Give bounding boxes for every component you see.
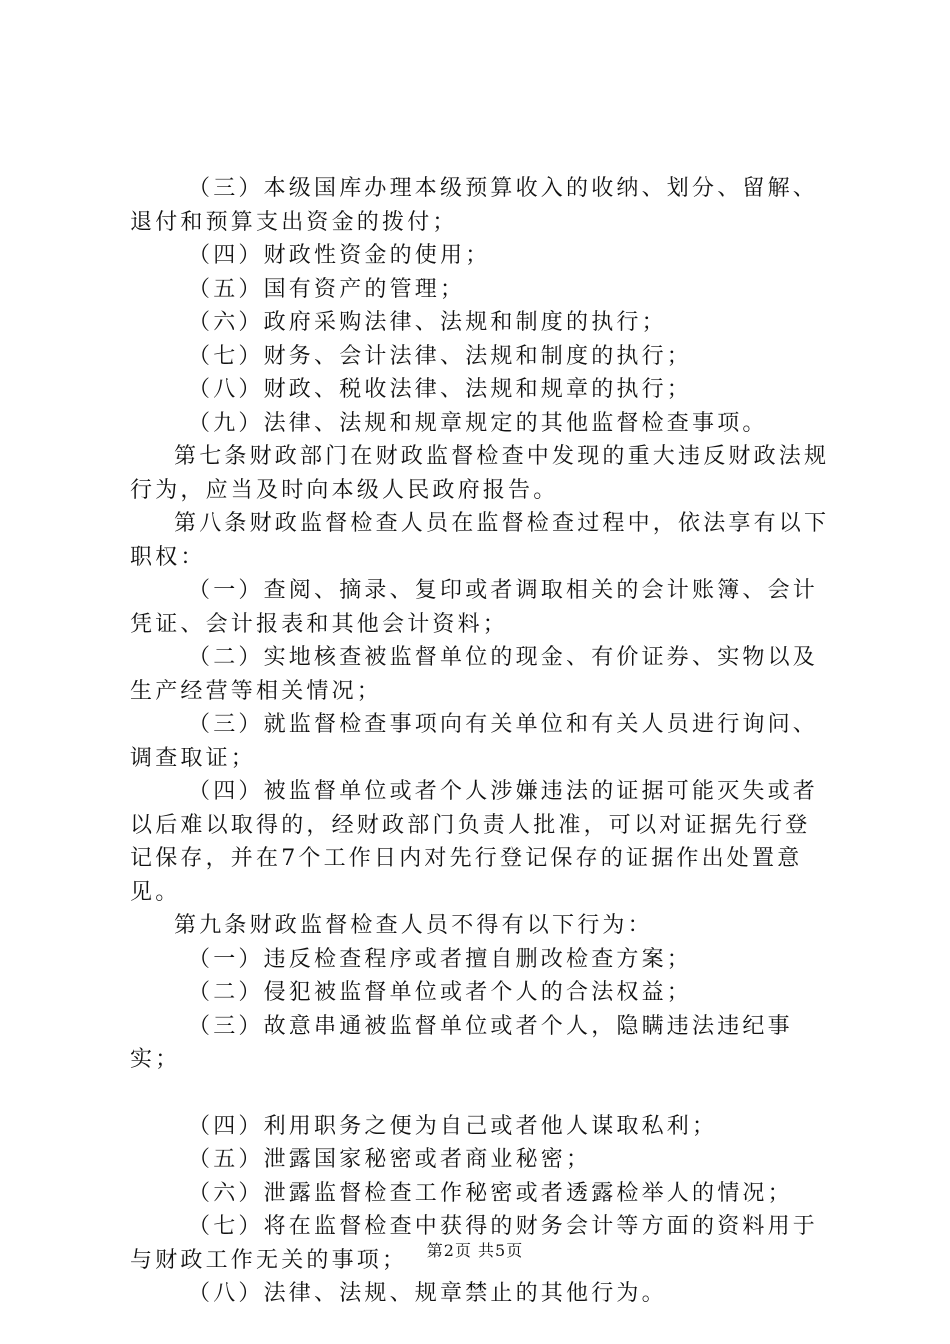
list-item: （一）查阅、摘录、复印或者调取相关的会计账簿、会计凭证、会计报表和其他会计资料；: [130, 578, 819, 637]
list-item: （三）就监督检查事项向有关单位和有关人员进行询问、调查取证；: [130, 712, 819, 771]
list-item: （七）将在监督检查中获得的财务会计等方面的资料用于与财政工作无关的事项；: [130, 1214, 819, 1273]
article-paragraph: 第九条财政监督检查人员不得有以下行为：: [174, 913, 653, 938]
list-item: （七）财务、会计法律、法规和制度的执行；: [188, 343, 693, 369]
list-item: （四）利用职务之便为自己或者他人谋取私利；: [188, 1113, 718, 1139]
list-item: （八）财政、税收法律、法规和规章的执行；: [188, 377, 693, 402]
list-item: （四）财政性资金的使用；: [188, 243, 491, 268]
list-item: （六）泄露监督检查工作秘密或者透露检举人的情况；: [188, 1180, 793, 1206]
list-item: （六）政府采购法律、法规和制度的执行；: [188, 310, 667, 335]
list-item: （三）本级国库办理本级预算收入的收纳、划分、留解、退付和预算支出资金的拨付；: [130, 176, 819, 235]
page-number-footer: 第2页 共5页: [426, 1241, 524, 1260]
list-item: （二）侵犯被监督单位或者个人的合法权益；: [188, 980, 693, 1005]
list-item: （二）实地核查被监督单位的现金、有价证券、实物以及生产经营等相关情况；: [130, 645, 819, 704]
list-item: （四）被监督单位或者个人涉嫌违法的证据可能灭失或者以后难以取得的，经财政部门负责人批准，可以对证据先行登记保存，并在7个工作日内对先行登记保存的证据作出处置意见。: [130, 779, 819, 905]
list-item: （五）泄露国家秘密或者商业秘密；: [188, 1147, 592, 1172]
list-item: （一）违反检查程序或者擅自删改检查方案；: [188, 946, 693, 972]
article-paragraph: 第七条财政部门在财政监督检查中发现的重大违反财政法规行为，应当及时向本级人民政府报告。: [130, 444, 830, 503]
document-body: [130, 172, 830, 1311]
list-item: （八）法律、法规、规章禁止的其他行为。: [188, 1281, 667, 1306]
article-paragraph: 第八条财政监督检查人员在监督检查过程中，依法享有以下职权：: [130, 511, 830, 570]
list-item: （九）法律、法规和规章规定的其他监督检查事项。: [188, 410, 768, 436]
list-item: （五）国有资产的管理；: [188, 276, 466, 302]
list-item: （三）故意串通被监督单位或者个人，隐瞒违法违纪事实；: [130, 1013, 793, 1072]
